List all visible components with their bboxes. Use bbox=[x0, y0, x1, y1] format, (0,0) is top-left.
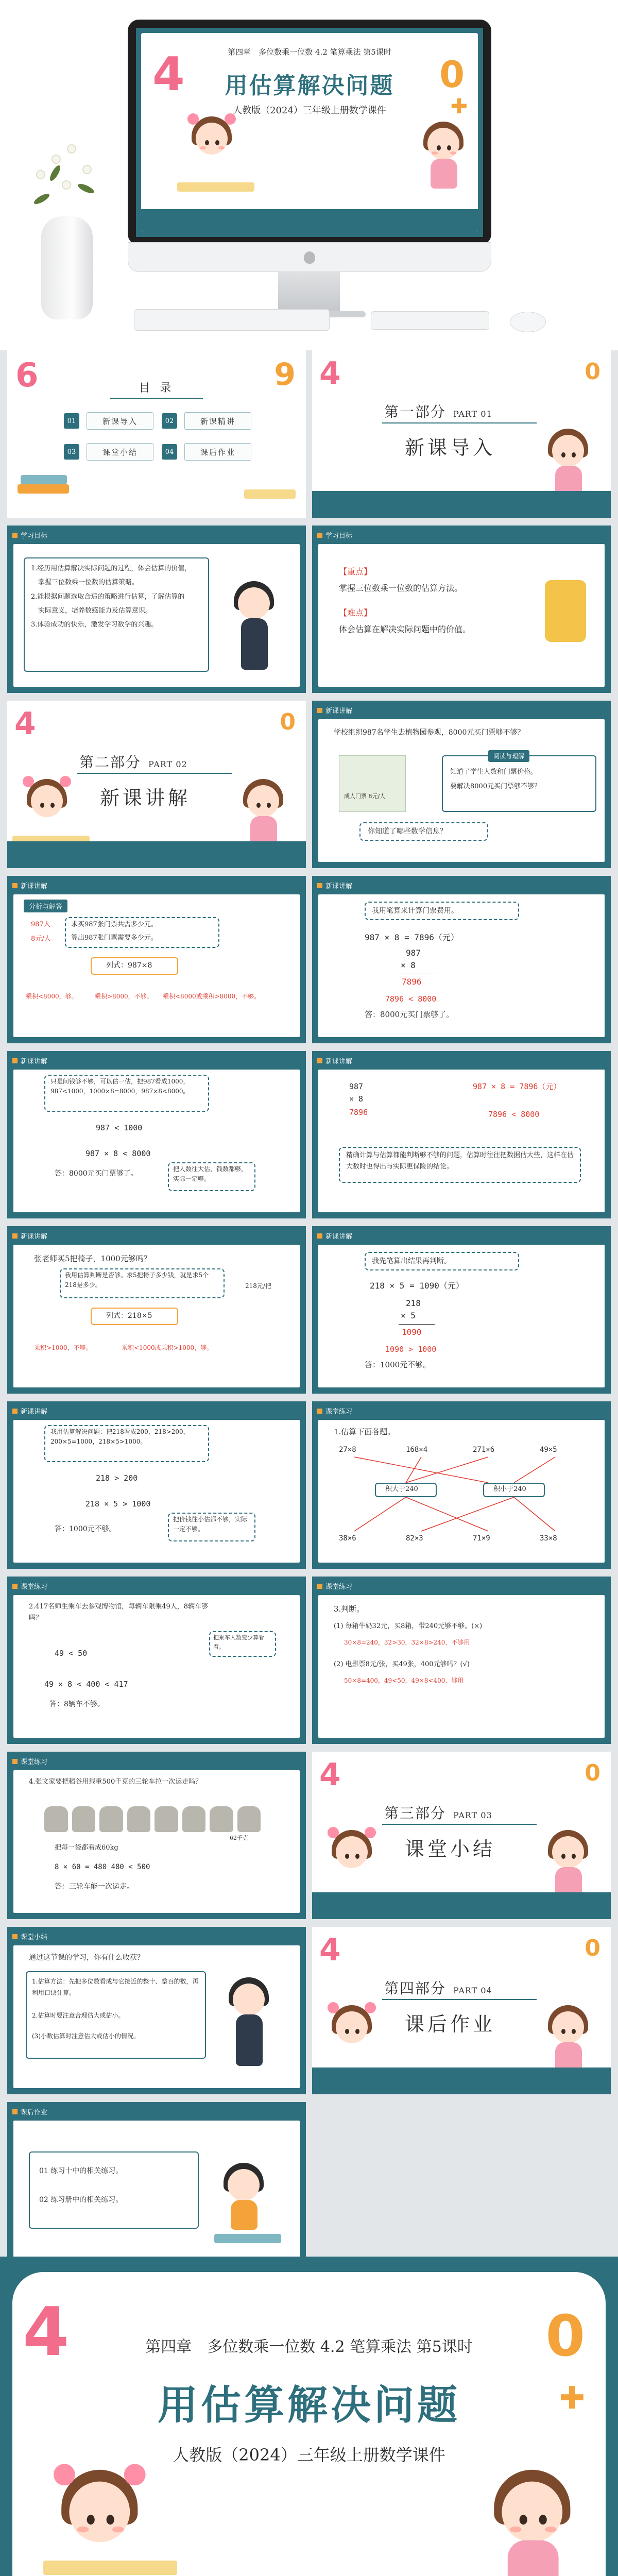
book-illustration bbox=[244, 489, 296, 499]
slide-section-1[interactable] bbox=[312, 350, 611, 518]
toc-item[interactable]: 02 新课精讲 bbox=[162, 412, 251, 430]
speech-text: 我先笔算出结果再判断。 bbox=[372, 1257, 451, 1265]
flower bbox=[82, 165, 92, 174]
expr: 27×8 bbox=[339, 1446, 356, 1454]
girl-illustration bbox=[239, 778, 290, 850]
question-text: 张老师买5把椅子，1000元够吗？ bbox=[34, 1254, 151, 1263]
slide-practice-1[interactable]: 课堂练习 1.估算下面各题。 27×8 168×4 271×6 49×5 积大于240 积小于240 38×6 82×3 71×9 33×8 bbox=[312, 1401, 611, 1569]
section-name: 新课讲解 bbox=[100, 787, 191, 809]
flower bbox=[67, 144, 76, 154]
question-text: 2.417名师生乘车去参观博物馆，每辆车限乘49人，8辆车够吗？ bbox=[29, 1603, 209, 1622]
summary-line: (3)小数估算时注意估大或估小的情况。 bbox=[32, 2032, 140, 2040]
boy-reading-illustration bbox=[219, 2162, 271, 2234]
slide-estimate-2[interactable]: 新课讲解 我用估算解决问题：把218看成200，218>200，200×5=1000，218×5>1000。 218 > 200 218 × 5 > 1000 答：1000元不够。 把价钱往小估都不够，实际一定不够。 bbox=[7, 1401, 306, 1569]
result-option: 乘积<1000或乘积>1000，够。 bbox=[122, 1344, 213, 1351]
slide-problem-1[interactable]: 新课讲解 学校组织987名学生去植物园参观，8000元买门票够不够？ 成人门票 8元/人 阅读与理解 知道了学生人数和门票价格。 要解决8000元买门票够不够？ 你知道了哪些数学信息？ bbox=[312, 701, 611, 868]
divider bbox=[382, 1999, 537, 2000]
keyboard bbox=[371, 311, 489, 330]
slide-goals[interactable]: 学习目标 1.经历用估算解决实际问题的过程，体会估算的价值， 掌握三位数乘一位数的估算策略。 2.能根据问题选取合适的策略进行估算，了解估算的 实际意义，培养数感能力及估算意识。 3.体验成功的快乐，激发学习数学的兴趣。 bbox=[7, 526, 306, 693]
bucket-label: 积小于240 bbox=[493, 1485, 526, 1493]
expr: 82×3 bbox=[406, 1534, 423, 1543]
deco-number: 0 bbox=[585, 1760, 600, 1786]
pencil-mascot bbox=[545, 580, 586, 642]
slide-practice-3[interactable]: 课堂练习 3.判断。 (1) 每箱牛奶32元，买8箱，带240元够不够。(×) 30×8=240，32>30，32×8>240，不够用 (2) 电影票8元/张，买49张，400元够吗？(√) 50×8=400，49<50，49×8<400，够用 bbox=[312, 1577, 611, 1744]
sack-row bbox=[44, 1806, 261, 1832]
answer: 答：8000元买门票够了。 bbox=[55, 1170, 138, 1178]
section-label: 第一部分 PART 01 bbox=[384, 403, 492, 420]
result-option: 乘积<8000，够。 bbox=[26, 993, 78, 1000]
slide-toc[interactable] bbox=[7, 350, 306, 518]
question-text: 学校组织987名学生去植物园参观，8000元买门票够不够？ bbox=[334, 728, 525, 737]
product: 7896 bbox=[349, 1108, 368, 1117]
price-label: 8元/人 bbox=[31, 935, 51, 943]
teacher-illustration bbox=[230, 580, 281, 673]
comparison: 1090 > 1000 bbox=[385, 1345, 437, 1354]
teal-band bbox=[7, 841, 306, 868]
estimate-line: 987 < 1000 bbox=[96, 1123, 143, 1132]
girl-illustration bbox=[419, 121, 471, 193]
toc-item[interactable]: 04 课后作业 bbox=[162, 443, 251, 461]
product: 7896 bbox=[402, 977, 422, 987]
slide-title: 用估算解决问题 bbox=[157, 2382, 460, 2429]
slide-problem-2[interactable]: 新课讲解 张老师买5把椅子，1000元够吗？ 我用估算判断是否够。求5把椅子多少钱，就是求5个218是多少。 218元/把 列式：218×5 乘积>1000，不够。 乘积<1000或乘积>1000，够。 bbox=[7, 1226, 306, 1394]
slide-summary[interactable]: 课堂小结 通过这节课的学习，你有什么收获？ 1.估算方法：先把多位数看成与它接近的整十、整百的数，再利用口诀计算。 2.估算时要注意合理估大或估小。 (3)小数估算时注意估大或估小的情况。 bbox=[7, 1927, 306, 2094]
deco-number: 0 bbox=[280, 709, 296, 735]
slide-subtitle: 人教版（2024）三年级上册数学课件 bbox=[233, 105, 386, 116]
result-option: 乘积>8000，不够。 bbox=[95, 993, 153, 1000]
chapter-line: 第四章 多位数乘一位数 4.2 笔算乘法 第5课时 bbox=[228, 47, 391, 57]
book-stack bbox=[21, 475, 67, 484]
keyboard bbox=[134, 309, 330, 331]
connector-lines bbox=[318, 1420, 605, 1563]
exercise-title: 3.判断。 bbox=[334, 1604, 365, 1614]
estimate-line: 8 × 60 = 480 480 < 500 bbox=[55, 1863, 150, 1871]
formula: 列式：218×5 bbox=[106, 1312, 152, 1320]
section-label: 第三部分 PART 03 bbox=[384, 1805, 492, 1822]
flower-vase bbox=[41, 216, 93, 319]
section-label: 第四部分 PART 04 bbox=[384, 1980, 492, 1997]
lead-text: 算出987张门票需要多少元。 bbox=[71, 934, 158, 942]
book-stack bbox=[18, 484, 69, 494]
question-text: 4.张文家要把稻谷用载重500千克的三轮车拉一次运走吗？ bbox=[29, 1778, 202, 1786]
toc-item[interactable]: 01 新课导入 bbox=[64, 412, 153, 430]
speech-text: 把乘车人数变少算看看。 bbox=[213, 1634, 264, 1650]
answer: 答：1000元不够。 bbox=[365, 1360, 431, 1369]
multiplicand: 218 bbox=[406, 1298, 421, 1308]
park-image bbox=[339, 755, 406, 812]
divider bbox=[399, 1324, 435, 1325]
expr: 33×8 bbox=[540, 1534, 557, 1543]
expr: 71×9 bbox=[473, 1534, 490, 1543]
multiplier: × 8 bbox=[349, 1094, 364, 1104]
speech-text: 我用估算解决问题：把218看成200，218>200，200×5=1000，218×5>1000。 bbox=[50, 1428, 190, 1446]
deco-number: 0 bbox=[439, 54, 465, 96]
estimate-note: 把每一袋都看成60kg bbox=[55, 1844, 118, 1852]
slide-section-3[interactable] bbox=[312, 1752, 611, 1919]
slide-practice-4[interactable]: 课堂练习 4.张文家要把稻谷用载重500千克的三轮车拉一次运走吗？ 62千克 把每一袋都看成60kg 8 × 60 = 480 480 < 500 答：三轮车能一次运走。 bbox=[7, 1752, 306, 1919]
answer: 答：三轮车能一次运走。 bbox=[55, 1883, 134, 1891]
deco-number: 4 bbox=[319, 1932, 341, 1968]
toc-title: 目 录 bbox=[139, 382, 175, 395]
deco-number: 4 bbox=[319, 1757, 341, 1793]
teal-band bbox=[312, 2067, 611, 2094]
girl-illustration bbox=[187, 115, 239, 188]
people-label: 987人 bbox=[31, 921, 50, 928]
plus-icon: ✚ bbox=[450, 95, 468, 118]
leaf bbox=[77, 182, 95, 195]
ticket-note: 成人门票 8元/人 bbox=[344, 793, 386, 800]
card-title: 阅读与理解 bbox=[488, 750, 529, 762]
girl-illustration bbox=[544, 1829, 595, 1901]
book-stack bbox=[214, 2234, 281, 2243]
summary-question: 通过这节课的学习，你有什么收获？ bbox=[29, 1954, 144, 1962]
deco-number: 9 bbox=[274, 357, 296, 393]
answer: 答：1000元不够。 bbox=[55, 1525, 116, 1533]
slide-practice-2[interactable]: 课堂练习 2.417名师生乘车去参观博物馆，每辆车限乘49人，8辆车够吗？ 把乘车人数变少算看看。 49 < 50 49 × 8 < 400 < 417 答：8辆车不够。 bbox=[7, 1577, 306, 1744]
slide-title: 用估算解决问题 bbox=[225, 73, 394, 99]
sack-weight: 62千克 bbox=[230, 1835, 248, 1841]
homework-item[interactable]: 01 练习十中的相关练习。 bbox=[39, 2167, 123, 2175]
deco-number: 4 bbox=[14, 706, 36, 742]
section-name: 课堂小结 bbox=[405, 1838, 496, 1860]
think-text: 把价钱往小估都不够，实际一定不够。 bbox=[173, 1516, 248, 1533]
girl-illustration bbox=[486, 2468, 584, 2576]
summary-line: 1.估算方法：先把多位数看成与它接近的整十、整百的数，再利用口诀计算。 bbox=[32, 1978, 199, 1996]
leaf bbox=[48, 164, 62, 182]
multiplicand: 987 bbox=[406, 948, 421, 958]
slide-section-2[interactable] bbox=[7, 701, 306, 868]
hero-showcase bbox=[0, 0, 618, 350]
equation: 987 × 8 = 7896（元） bbox=[365, 933, 459, 942]
teacher-illustration bbox=[225, 1976, 276, 2069]
expr: 168×4 bbox=[406, 1446, 428, 1454]
deco-number: 0 bbox=[545, 2303, 585, 2369]
result-option: 乘积>1000，不够。 bbox=[34, 1344, 92, 1351]
slide-focus[interactable]: 学习目标 【重点】 掌握三位数乘一位数的估算方法。 【难点】 体会估算在解决实际问题中的价值。 bbox=[312, 526, 611, 693]
slide-subtitle: 人教版（2024）三年级上册数学课件 bbox=[173, 2445, 445, 2465]
price-tag: 218元/把 bbox=[245, 1282, 271, 1290]
teal-band bbox=[312, 491, 611, 518]
expr: 271×6 bbox=[473, 1446, 495, 1454]
apple-logo-icon bbox=[304, 251, 315, 264]
equation: 218 × 5 = 1090（元） bbox=[370, 1281, 464, 1291]
answer: 答：8000元买门票够了。 bbox=[365, 1010, 454, 1019]
chapter-line: 第四章 多位数乘一位数 4.2 笔算乘法 第5课时 bbox=[145, 2338, 473, 2356]
cover-slide bbox=[141, 33, 478, 232]
final-cover-slide bbox=[0, 2257, 618, 2576]
card-line: 知道了学生人数和门票价格。 bbox=[450, 768, 538, 776]
key-label: 【重点】 bbox=[339, 567, 372, 577]
judge-question: (2) 电影票8元/张，买49张，400元够吗？(√) bbox=[334, 1660, 470, 1668]
homework-item[interactable]: 02 练习册中的相关练习。 bbox=[39, 2196, 123, 2204]
deco-number: 0 bbox=[585, 1935, 600, 1961]
monitor bbox=[128, 20, 491, 245]
estimate-line: 49 < 50 bbox=[55, 1649, 88, 1658]
slide-grid bbox=[0, 350, 618, 2257]
section-label: 第二部分 PART 02 bbox=[79, 754, 187, 771]
slide-section-4[interactable] bbox=[312, 1927, 611, 2094]
deco-number: 0 bbox=[585, 359, 600, 385]
speech-text: 只是问钱够不够，可以估一估，把987看成1000，987<1000，1000×8=8000，987×8<8000。 bbox=[50, 1078, 190, 1095]
judge-answer: 30×8=240，32>30，32×8>240，不够用 bbox=[344, 1639, 470, 1646]
divider bbox=[110, 398, 203, 399]
summary-line: 2.估算时要注意合理估大或估小。 bbox=[32, 2012, 125, 2019]
result-option: 乘积<8000或乘积>8000，不够。 bbox=[163, 993, 261, 1000]
flower bbox=[36, 170, 45, 179]
mouse bbox=[510, 312, 546, 332]
hard-text: 体会估算在解决实际问题中的价值。 bbox=[339, 624, 471, 634]
speech-text: 我用笔算来计算门票费用。 bbox=[372, 907, 458, 915]
slide-homework[interactable]: 课后作业 01 练习十中的相关练习。 02 练习册中的相关练习。 bbox=[7, 2102, 306, 2269]
flower bbox=[62, 180, 71, 190]
multiplier: × 8 bbox=[401, 960, 416, 970]
lead-text: 求买987张门票共需多少元。 bbox=[71, 921, 158, 928]
goals-text: 1.经历用估算解决实际问题的过程，体会估算的价值， 掌握三位数乘一位数的估算策略。 2.能根据问题选取合适的策略进行估算，了解估算的 实际意义，培养数感能力及估算意识。 3.体验成功的快乐，激发学习数学的兴趣。 bbox=[31, 565, 192, 629]
slide-exact-2[interactable]: 新课讲解 我先笔算出结果再判断。 218 × 5 = 1090（元） 218 × 5 1090 1090 > 1000 答：1000元不够。 bbox=[312, 1226, 611, 1394]
multiplicand: 987 bbox=[349, 1082, 364, 1091]
estimate-line: 218 > 200 bbox=[96, 1473, 138, 1483]
section-name: 课后作业 bbox=[405, 2013, 496, 2036]
plus-icon: ✚ bbox=[559, 2380, 585, 2416]
toc-item[interactable]: 03 课堂小结 bbox=[64, 443, 153, 461]
bucket-label: 积大于240 bbox=[385, 1485, 418, 1493]
hard-label: 【难点】 bbox=[339, 608, 372, 618]
expr: 38×6 bbox=[339, 1534, 356, 1543]
monitor-stand bbox=[278, 272, 340, 313]
deco-number: 4 bbox=[152, 47, 185, 101]
leaf bbox=[32, 192, 50, 206]
estimate-line: 49 × 8 < 400 < 417 bbox=[44, 1680, 128, 1689]
formula: 列式：987×8 bbox=[106, 961, 152, 970]
estimate-line: 218 × 5 > 1000 bbox=[85, 1499, 151, 1509]
judge-answer: 50×8=400，49<50，49×8<400，够用 bbox=[344, 1677, 464, 1684]
analysis-head: 分析与解答 bbox=[24, 900, 67, 912]
book-illustration bbox=[177, 182, 254, 192]
card-line: 要解决8000元买门票够不够？ bbox=[450, 783, 541, 790]
exercise-title: 1.估算下面各题。 bbox=[334, 1427, 396, 1436]
expr: 49×5 bbox=[540, 1446, 557, 1454]
note-text: 精确计算与估算都能判断够不够的问题，估算时往往把数据估大些，这样在估大数时也得出与实际更保险的结论。 bbox=[346, 1151, 574, 1171]
key-text: 掌握三位数乘一位数的估算方法。 bbox=[339, 583, 463, 593]
multiplier: × 5 bbox=[401, 1311, 416, 1320]
divider bbox=[382, 422, 537, 423]
girl-illustration bbox=[54, 2468, 151, 2576]
product: 1090 bbox=[402, 1327, 422, 1337]
comparison: 7896 < 8000 bbox=[488, 1110, 540, 1119]
girl-illustration bbox=[544, 2004, 595, 2076]
slide-compare[interactable]: 新课讲解 987 × 8 7896 987 × 8 = 7896（元） 7896 < 8000 精确计算与估算都能判断够不够的问题，估算时往往把数据估大些，这样在估大数时也得出与实际更保险的结论。 bbox=[312, 1051, 611, 1218]
divider bbox=[382, 1824, 537, 1825]
think-text: 把人数往大估，钱数都够，实际一定够。 bbox=[173, 1165, 248, 1183]
think-text: 你知道了哪些数学信息？ bbox=[368, 827, 447, 836]
divider bbox=[77, 773, 232, 774]
deco-number: 4 bbox=[23, 2293, 70, 2371]
answer: 答：8辆车不够。 bbox=[49, 1700, 105, 1708]
section-name: 新课导入 bbox=[405, 436, 496, 459]
teal-band bbox=[141, 209, 478, 232]
girl-illustration bbox=[544, 428, 595, 500]
slide-estimate-1[interactable]: 新课讲解 只是问钱够不够，可以估一估，把987看成1000，987<1000，1000×8=8000，987×8<8000。 987 < 1000 987 × 8 < 8000 答：8000元买门票够了。 把人数往大估，钱数都够，实际一定够。 bbox=[7, 1051, 306, 1218]
judge-question: (1) 每箱牛奶32元，买8箱，带240元够不够。(×) bbox=[334, 1622, 483, 1630]
flower bbox=[52, 155, 61, 164]
slide-analysis[interactable]: 新课讲解 分析与解答 987人 8元/人 求买987张门票共需多少元。 算出987张门票需要多少元。 列式：987×8 乘积<8000，够。 乘积>8000，不够。 乘积<8000或乘积>8000，不够。 bbox=[7, 876, 306, 1043]
speech-text: 我用估算判断是否够。求5把椅子多少钱，就是求5个218是多少。 bbox=[65, 1272, 209, 1289]
girl-illustration bbox=[328, 2004, 379, 2076]
comparison: 7896 < 8000 bbox=[385, 994, 437, 1004]
equation: 987 × 8 = 7896（元） bbox=[473, 1082, 561, 1091]
estimate-line: 987 × 8 < 8000 bbox=[85, 1149, 151, 1158]
slide-exact-1[interactable]: 新课讲解 我用笔算来计算门票费用。 987 × 8 = 7896（元） 987 × 8 7896 7896 < 8000 答：8000元买门票够了。 bbox=[312, 876, 611, 1043]
homework-box bbox=[29, 2151, 199, 2229]
book-illustration bbox=[43, 2561, 177, 2575]
teal-band bbox=[312, 1892, 611, 1919]
girl-illustration bbox=[328, 1829, 379, 1901]
deco-number: 6 bbox=[15, 357, 39, 395]
deco-number: 4 bbox=[319, 355, 341, 392]
